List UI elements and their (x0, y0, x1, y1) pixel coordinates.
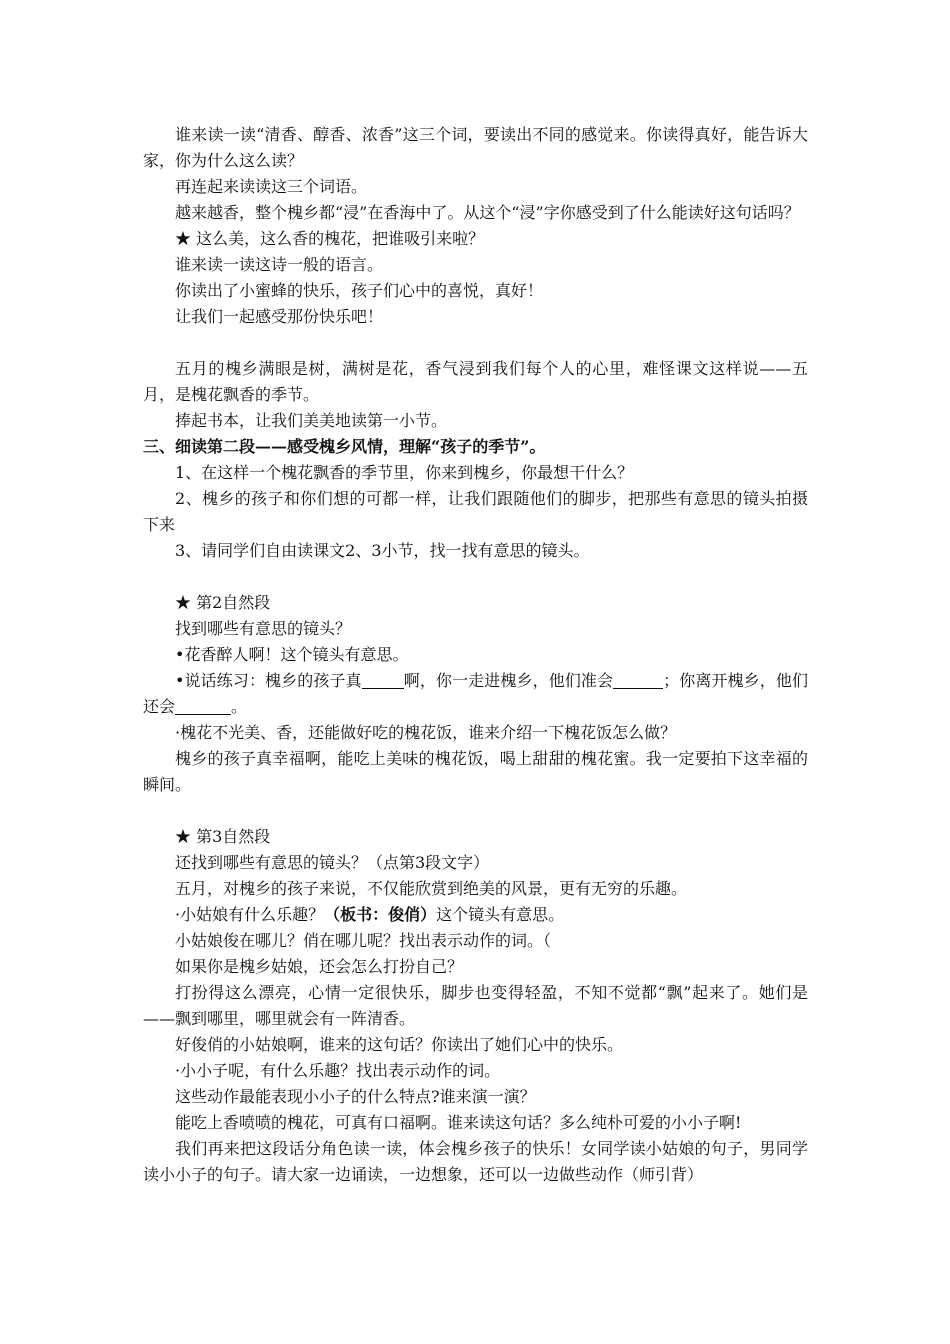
paragraph: 你读出了小蜜蜂的快乐，孩子们心中的喜悦，真好！ (175, 281, 544, 300)
spacer (143, 330, 808, 356)
paragraph: 打扮得这么漂亮，心情一定很快乐，脚步也变得轻盈，不知不觉都“飘”起来了。她们是——飘到哪里，哪里就会有一阵清香。 (143, 983, 808, 1028)
paragraph: 再连起来读读这三个词语。 (175, 177, 368, 196)
paragraph: 能吃上香喷喷的槐花，可真有口福啊。谁来读这句话？多么纯朴可爱的小小子啊! (175, 1113, 742, 1132)
paragraph: 找到哪些有意思的镜头？ (175, 619, 352, 638)
paragraph: 谁来读一读这诗一般的语言。 (175, 255, 384, 274)
fill-blank (362, 672, 404, 689)
subsection-heading: ★ 第2自然段 (175, 593, 271, 612)
list-item: 1、在这样一个槐花飘香的季节里，你来到槐乡，你最想干什么？ (175, 463, 634, 482)
paragraph: 让我们一起感受那份快乐吧！ (175, 307, 384, 326)
text: ·小姑娘有什么乐趣？ (175, 905, 325, 924)
speaking-exercise (143, 668, 808, 720)
paragraph: 越来越香，整个槐乡都“浸”在香海中了。从这个“浸”字你感受到了什么能读好这句话吗？ (175, 203, 800, 222)
exercise-text: ；你离开槐乡，他们还会 (143, 671, 808, 716)
exercise-text: •说话练习：槐乡的孩子真 (175, 671, 362, 690)
paragraph: 小姑娘俊在哪儿？俏在哪儿呢？找出表示动作的词。（ (175, 931, 552, 950)
paragraph: 如果你是槐乡姑娘，还会怎么打扮自己？ (175, 957, 464, 976)
paragraph: 我们再来把这段话分角色读一读，体会槐乡孩子的快乐！女同学读小姑娘的句子，男同学读小小子的句子。请大家一边诵读，一边想象，还可以一边做些动作（师引背） (143, 1139, 808, 1184)
exercise-text: 。 (231, 697, 248, 716)
text: 这个镜头有意思。 (436, 905, 565, 924)
fill-blank (613, 672, 663, 689)
paragraph: 槐乡的孩子真幸福啊，能吃上美味的槐花饭，喝上甜甜的槐花蜜。我一定要拍下这幸福的瞬间。 (143, 749, 808, 794)
list-item: 2、槐乡的孩子和你们想的可都一样，让我们跟随他们的脚步，把那些有意思的镜头拍摄下来 (143, 489, 808, 534)
list-item: 3、请同学们自由读课文2、3小节，找一找有意思的镜头。 (175, 541, 590, 560)
paragraph: ·小小子呢，有什么乐趣？找出表示动作的词。 (175, 1061, 501, 1080)
exercise-text: 啊，你一走进槐乡，他们准会 (403, 671, 614, 690)
paragraph: 这些动作最能表现小小子的什么特点?谁来演一演？ (175, 1087, 536, 1106)
paragraph: 捧起书本，让我们美美地读第一小节。 (175, 411, 448, 430)
paragraph: 五月，对槐乡的孩子来说，不仅能欣赏到绝美的风景，更有无穷的乐趣。 (175, 879, 688, 898)
paragraph: 五月的槐乡满眼是树，满树是花，香气浸到我们每个人的心里，难怪课文这样说——五月，是槐花飘香的季节。 (143, 359, 808, 404)
spacer (143, 798, 808, 824)
fill-blank (175, 698, 231, 715)
section-heading: 三、细读第二段——感受槐乡风情，理解“孩子的季节”。 (143, 437, 546, 456)
board-note: （板书：俊俏） (324, 905, 437, 924)
subsection-heading: ★ 第3自然段 (175, 827, 271, 846)
paragraph: 谁来读一读“清香、醇香、浓香”这三个词，要读出不同的感觉来。你读得真好，能告诉大家，你为什么这么读？ (143, 125, 808, 170)
paragraph: 好俊俏的小姑娘啊，谁来的这句话？你读出了她们心中的快乐。 (175, 1035, 624, 1054)
star-question: ★ 这么美，这么香的槐花，把谁吸引来啦？ (175, 229, 485, 248)
paragraph: 还找到哪些有意思的镜头？（点第3段文字） (175, 853, 490, 872)
document-page (143, 122, 808, 1188)
paragraph: ·槐花不光美、香，还能做好吃的槐花饭，谁来介绍一下槐花饭怎么做？ (175, 723, 677, 742)
bullet-item: •花香醉人啊！这个镜头有意思。 (175, 645, 409, 664)
paragraph (143, 902, 808, 928)
spacer (143, 564, 808, 590)
